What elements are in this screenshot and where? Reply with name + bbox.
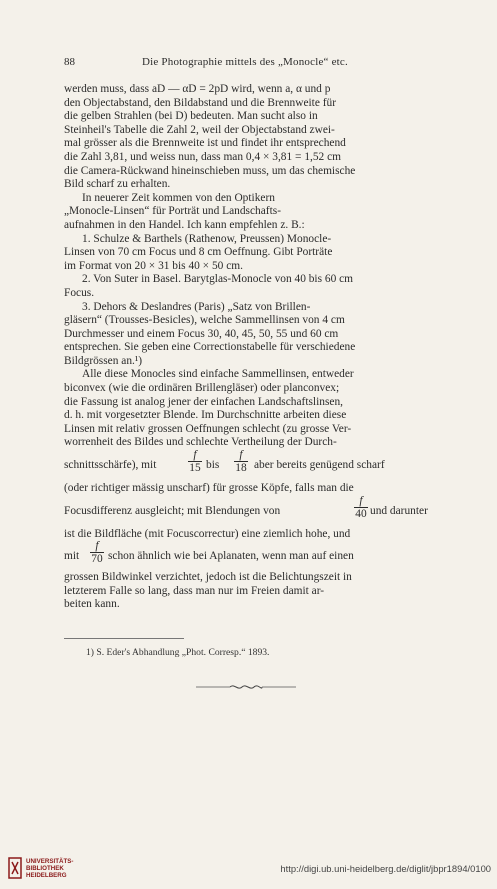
paragraph-2: [64, 192, 444, 233]
text-line: Bildgrössen an.¹): [64, 354, 143, 367]
fraction: [90, 541, 104, 566]
text-line: letzterem Falle so lang, dass man nur im Freien damit ar-: [64, 584, 325, 597]
text-line: die gelben Strahlen (bei D) bedeuten. Man sucht also in: [64, 110, 318, 123]
text-line: Bild scharf zu erhalten.: [64, 178, 171, 191]
text-line: Linsen von 70 cm Focus und 8 cm Oeffnung. Gibt Porträte: [64, 246, 333, 259]
text-line: bis: [206, 459, 220, 472]
text-line: Linsen mit relativ grossen Oeffnungen schlecht (zu grosse Ver-: [64, 422, 352, 435]
text-line: (oder richtiger mässig unscharf) für grosse Köpfe, falls man die: [64, 482, 354, 495]
text-line: die Camera-Rückwand hineinschieben muss, um das chemische: [64, 164, 356, 177]
fraction-denominator: 70: [91, 553, 103, 566]
fraction-denominator: 18: [235, 462, 247, 475]
running-title: Die Photographie mittels des „Monocle“ etc.: [142, 56, 348, 68]
text-line: d. h. mit vorgesetzter Blende. Im Durchschnitte arbeiten diese: [64, 409, 347, 422]
fraction-line-2: [64, 496, 444, 526]
fraction-numerator: f: [234, 450, 248, 462]
text-line: mit: [64, 550, 80, 563]
text-line: aufnahmen in den Handel. Ich kann empfehlen z. B.:: [64, 218, 305, 231]
library-name-line: HEIDELBERG: [26, 871, 67, 879]
university-library-logo-icon: [8, 856, 22, 880]
text-line: beiten kann.: [64, 598, 120, 611]
text-line: die Zahl 3,81, und weiss nun, dass man 0,4 × 3,81 = 1,52 cm: [64, 150, 342, 163]
fraction-line-1: [64, 450, 444, 480]
fraction: [188, 450, 202, 475]
text-line: schnittsschärfe), mit: [64, 459, 157, 472]
text-line: und darunter: [370, 504, 428, 517]
fraction: [354, 496, 368, 521]
fraction-denominator: 15: [189, 462, 201, 475]
body-text: [64, 83, 444, 612]
text-line: Steinheil's Tabelle die Zahl 2, weil der Objectabstand zwei-: [64, 123, 335, 136]
library-name-line: UNIVERSITÄTS-: [26, 858, 74, 865]
digitization-footer: [0, 848, 497, 889]
page-number: 88: [64, 56, 75, 68]
text-line: entsprechen. Sie geben eine Correctionstabelle für verschiedene: [64, 341, 356, 354]
text-line: biconvex (wie die ordinären Brillengläser) oder planconvex;: [64, 382, 340, 395]
text-line: 2. Von Suter in Basel. Barytglas-Monocle von 40 bis 60 cm: [82, 273, 354, 286]
text-line: im Format von 20 × 31 bis 40 × 50 cm.: [64, 259, 243, 272]
paragraph-6: [64, 368, 444, 450]
text-line: Focusdifferenz ausgleicht; mit Blendungen von: [64, 504, 281, 517]
digitization-url-link[interactable]: http://digi.ub.uni-heidelberg.de/diglit/jbpr1894/0100: [280, 863, 491, 874]
text-line: Focus.: [64, 286, 95, 299]
ornament-icon: [196, 682, 296, 692]
fraction-numerator: f: [90, 541, 104, 553]
text-line: die Fassung ist analog jener der einfachen Landschaftslinsen,: [64, 395, 343, 408]
paragraph-4: [64, 273, 444, 300]
text-line: gläsern“ (Trousses-Besicles), welche Sammellinsen von 4 cm: [64, 314, 345, 327]
paragraph-3: [64, 233, 444, 274]
fraction-line-3: [64, 541, 444, 571]
footnote: 1) S. Eder's Abhandlung „Phot. Corresp.“ 1893.: [86, 647, 270, 658]
text-line: Durchmesser und einem Focus 30, 40, 45, 50, 55 und 60 cm: [64, 327, 339, 340]
paragraph-5: [64, 301, 444, 369]
page-header: [64, 56, 444, 70]
paragraph-1: [64, 83, 444, 192]
text-line: „Monocle-Linsen“ für Porträt und Landschafts-: [64, 205, 281, 218]
library-name: [26, 859, 73, 879]
text-line: werden muss, dass aD — αD = 2pD wird, wenn a, α und p: [64, 83, 331, 95]
text-line: ist die Bildfläche (mit Focuscorrectur) eine ziemlich hohe, und: [64, 527, 351, 540]
text-line: In neuerer Zeit kommen von den Optikern: [82, 191, 275, 204]
fraction-numerator: f: [354, 496, 368, 508]
text-line: grossen Bildwinkel verzichtet, jedoch ist die Belichtungszeit in: [64, 571, 352, 584]
fraction: [234, 450, 248, 475]
text-line: schon ähnlich wie bei Aplanaten, wenn man auf einen: [108, 550, 354, 563]
library-name-line: BIBLIOTHEK: [26, 864, 64, 872]
text-line: worrenheit des Bildes und schlechte Vertheilung der Durch-: [64, 436, 337, 449]
text-line: mal grösser als die Brennweite ist und findet ihr entsprechend: [64, 137, 346, 150]
text-line: 3. Dehors & Deslandres (Paris) „Satz von Brillen-: [82, 300, 311, 313]
paragraph-7-end: [64, 571, 444, 612]
fraction-denominator: 40: [355, 507, 367, 520]
footnote-rule: [64, 638, 184, 639]
text-line: aber bereits genügend scharf: [254, 459, 385, 472]
fraction-numerator: f: [188, 450, 202, 462]
text-line: den Objectabstand, den Bildabstand und die Brennweite für: [64, 96, 337, 109]
text-line: Alle diese Monocles sind einfache Sammellinsen, entweder: [82, 368, 354, 381]
text-line: 1. Schulze & Barthels (Rathenow, Preussen) Monocle-: [82, 232, 332, 245]
